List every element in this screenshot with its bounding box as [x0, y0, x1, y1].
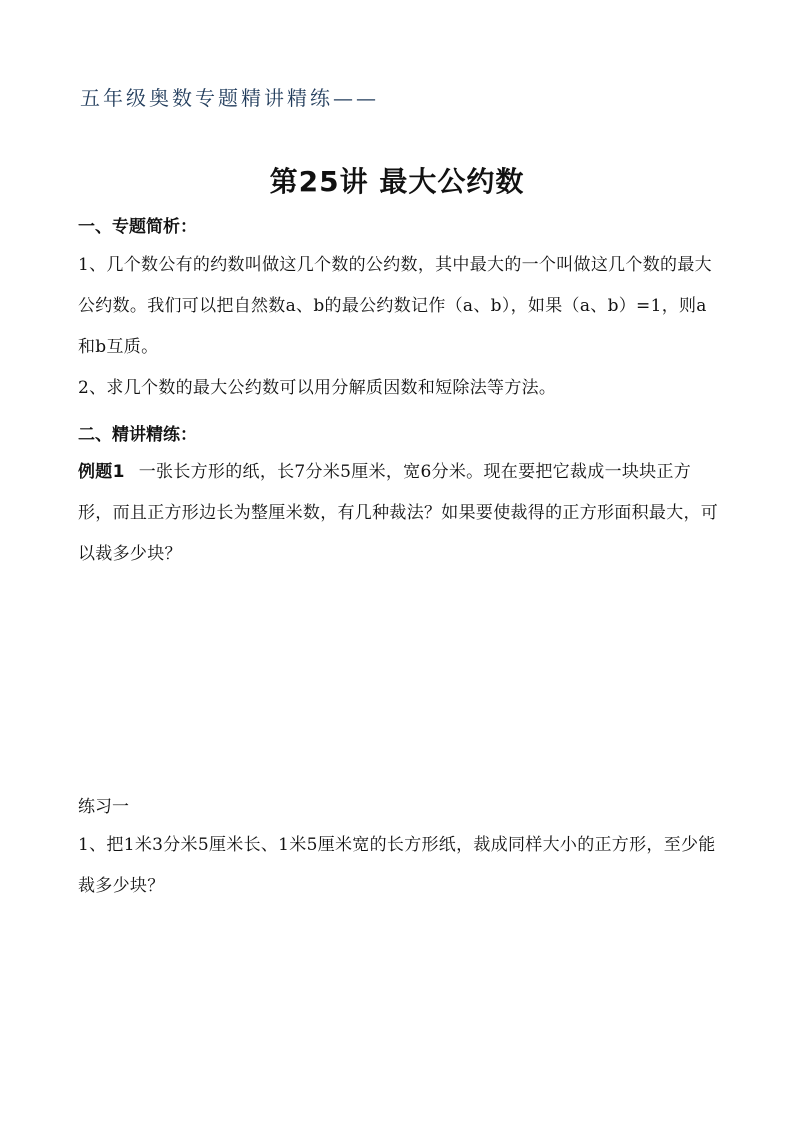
example-1: [78, 452, 720, 575]
section-heading-analysis: 一、专题简析：: [78, 217, 197, 237]
analysis-point-2: 2、求几个数的最大公约数可以用分解质因数和短除法等方法。: [78, 378, 557, 398]
series-title: 五年级奥数专题精讲精练——: [80, 86, 379, 110]
practice-question-1: 1、把1米3分米5厘米长、1米5厘米宽的长方形纸，裁成同样大小的正方形，至少能裁多少块？: [78, 835, 716, 896]
section-heading-practice: 二、精讲精练：: [78, 425, 197, 445]
analysis-point-1: 1、几个数公有的约数叫做这几个数的公约数，其中最大的一个叫做这几个数的最大公约数。我们可以把自然数a、b的最公约数记作（a、b），如果（a、b）=1，则a和b互质。: [78, 255, 712, 357]
example-1-label: 例题1: [78, 462, 125, 482]
example-1-text: 一张长方形的纸，长7分米5厘米，宽6分米。现在要把它裁成一块块正方形，而且正方形边长为整厘米数，有几种裁法？如果要使裁得的正方形面积最大，可以裁多少块？: [78, 462, 719, 564]
practice-title: 练习一: [78, 797, 129, 817]
lecture-title: 第25讲 最大公约数: [269, 165, 525, 198]
